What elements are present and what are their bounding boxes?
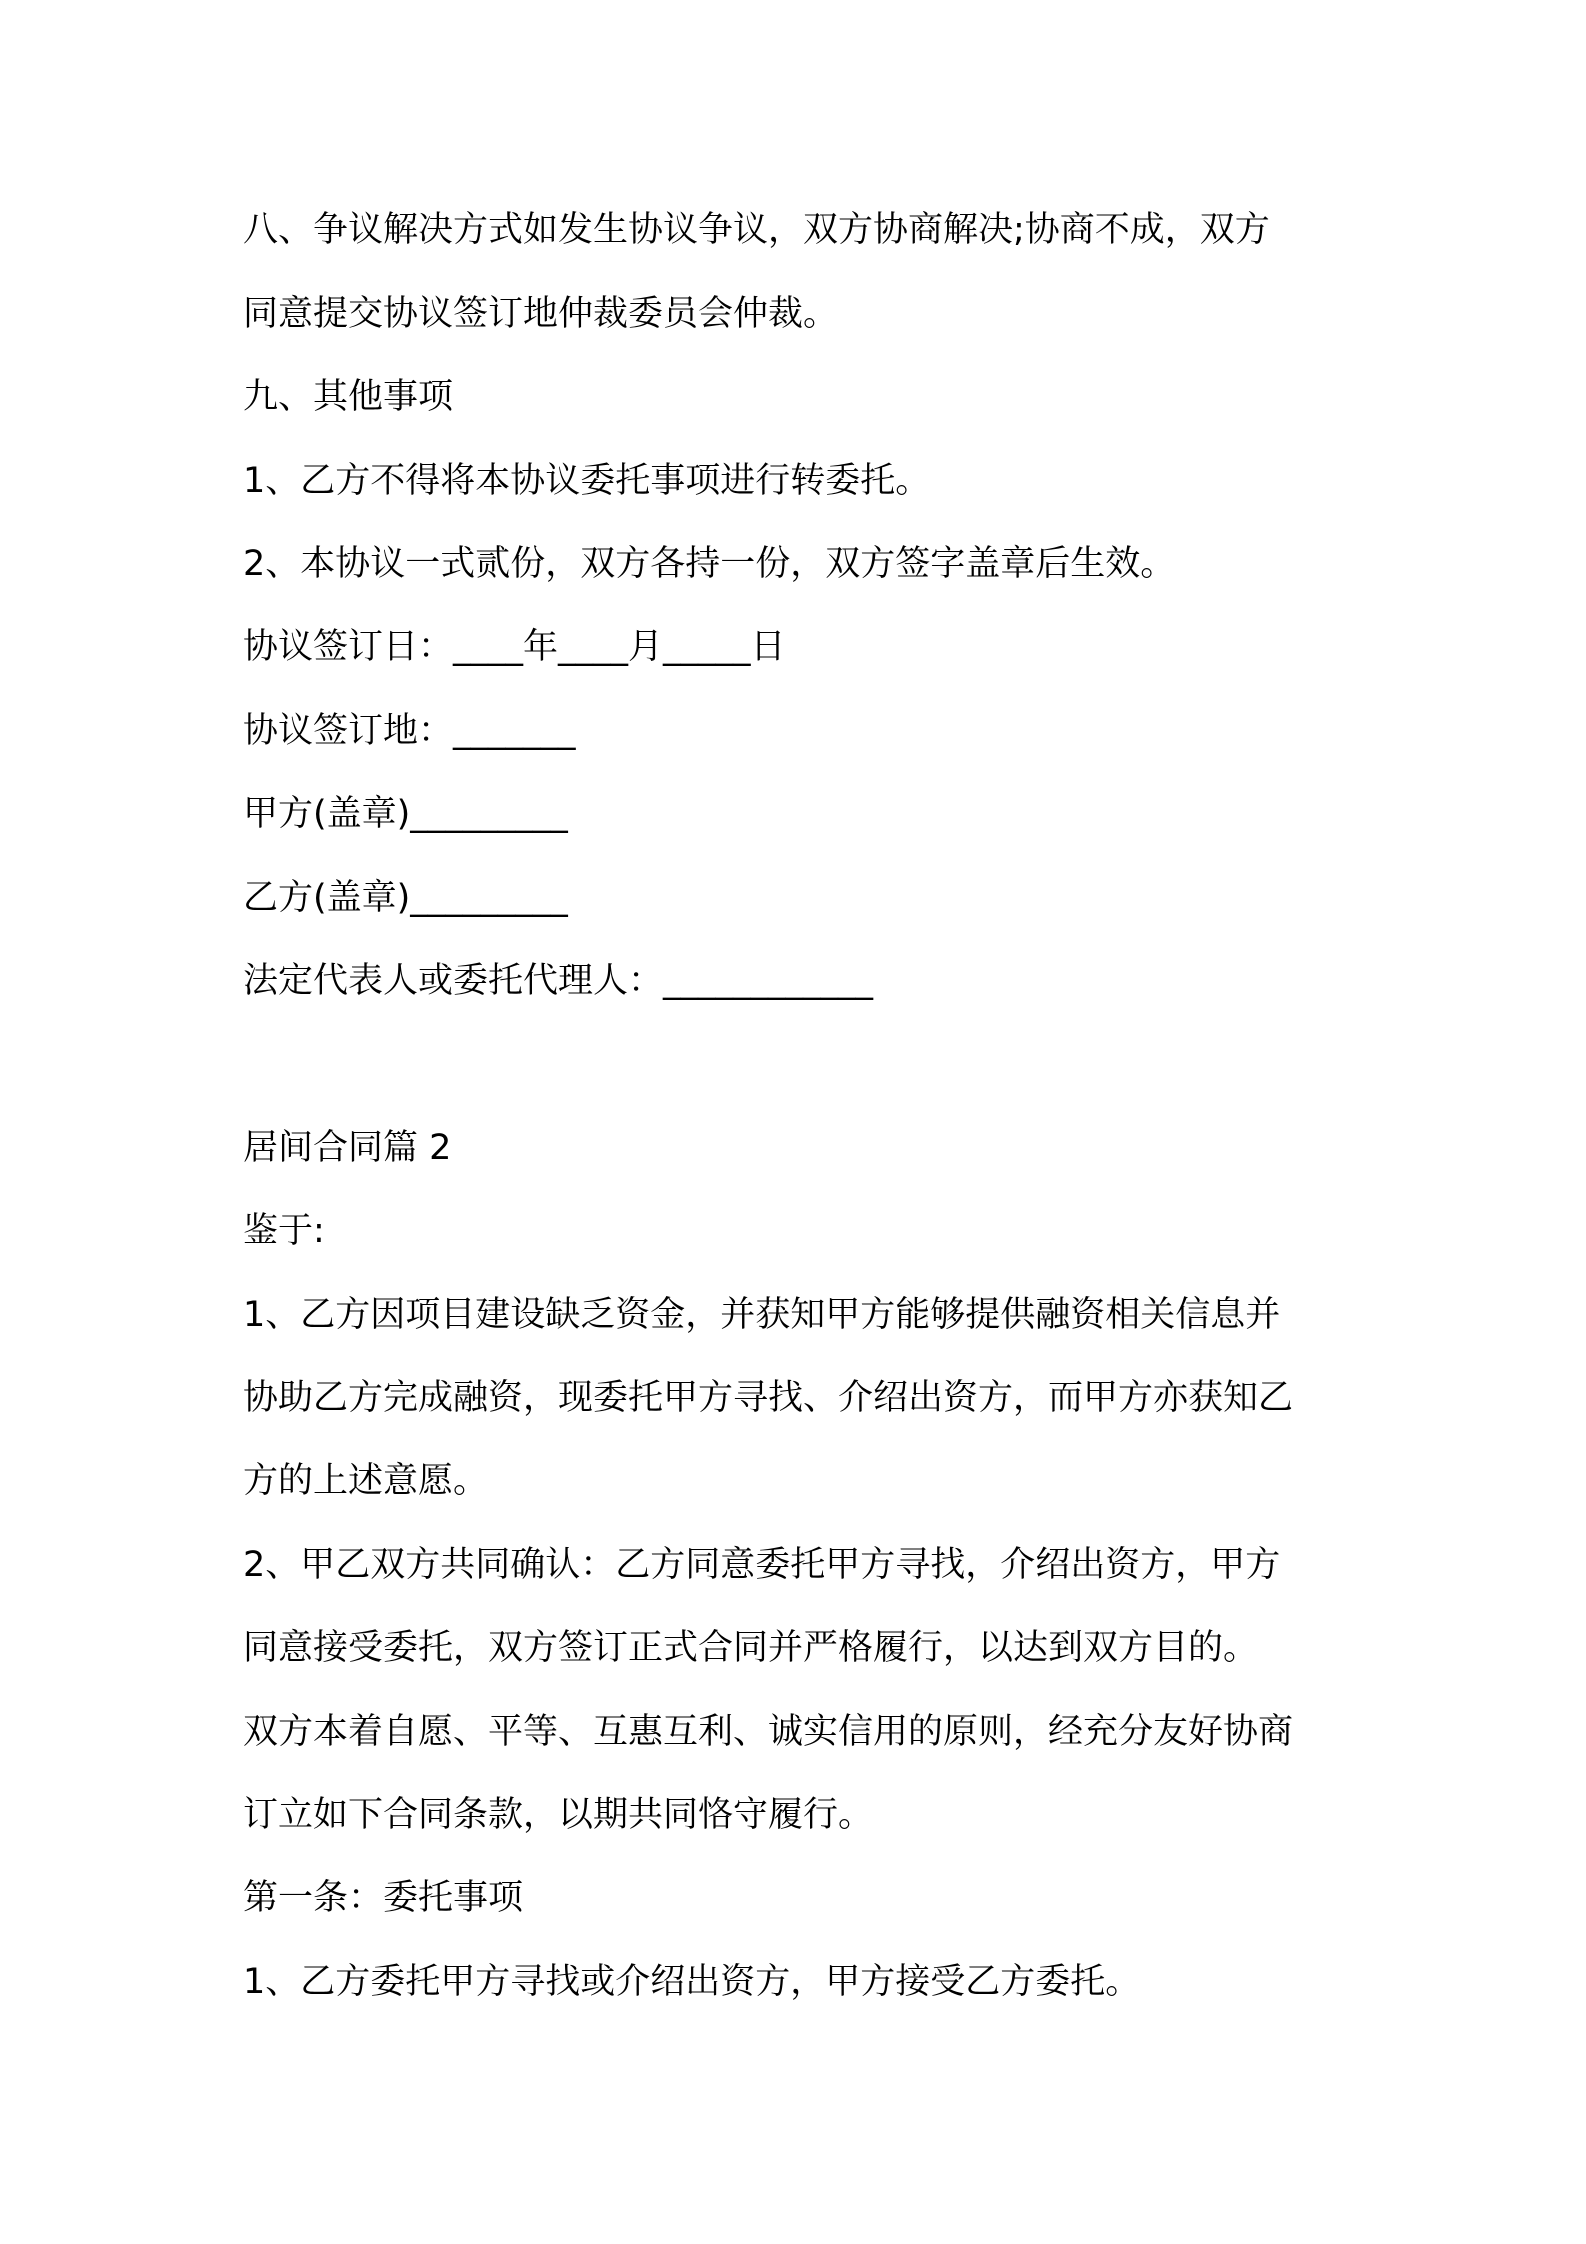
recital-1-line-1: 1、乙方因项目建设缺乏资金，并获知甲方能够提供融资相关信息并 — [243, 1295, 1281, 1335]
legal-representative-field: 法定代表人或委托代理人：____________ — [243, 961, 874, 1001]
recital-2-line-2: 同意接受委托，双方签订正式合同并严格履行，以达到双方目的。 — [243, 1628, 1259, 1668]
principles-line-1: 双方本着自愿、平等、互惠互利、诚实信用的原则，经充分友好协商 — [243, 1712, 1294, 1752]
clause-9-item-1: 1、乙方不得将本协议委托事项进行转委托。 — [243, 461, 931, 501]
recital-1-line-3: 方的上述意愿。 — [243, 1461, 489, 1501]
signing-place-field: 协议签订地：_______ — [243, 711, 576, 751]
principles-line-2: 订立如下合同条款，以期共同恪守履行。 — [243, 1795, 874, 1835]
party-a-seal-field: 甲方(盖章)_________ — [243, 794, 568, 834]
clause-9-item-2: 2、本协议一式贰份，双方各持一份，双方签字盖章后生效。 — [243, 544, 1176, 584]
recital-2-line-1: 2、甲乙双方共同确认：乙方同意委托甲方寻找，介绍出资方，甲方 — [243, 1545, 1281, 1585]
article-1-heading: 第一条：委托事项 — [243, 1878, 524, 1918]
clause-8-line-1: 八、争议解决方式如发生协议争议，双方协商解决;协商不成，双方 — [243, 210, 1270, 250]
whereas-heading: 鉴于: — [243, 1211, 325, 1251]
recital-1-line-2: 协助乙方完成融资，现委托甲方寻找、介绍出资方，而甲方亦获知乙 — [243, 1378, 1294, 1418]
section-title: 居间合同篇 2 — [243, 1128, 452, 1168]
party-b-seal-field: 乙方(盖章)_________ — [243, 878, 568, 918]
signing-date-field: 协议签订日：____年____月_____日 — [243, 627, 786, 667]
clause-9-heading: 九、其他事项 — [243, 377, 454, 417]
clause-8-line-2: 同意提交协议签订地仲裁委员会仲裁。 — [243, 294, 839, 334]
article-1-item-1: 1、乙方委托甲方寻找或介绍出资方，甲方接受乙方委托。 — [243, 1962, 1141, 2002]
